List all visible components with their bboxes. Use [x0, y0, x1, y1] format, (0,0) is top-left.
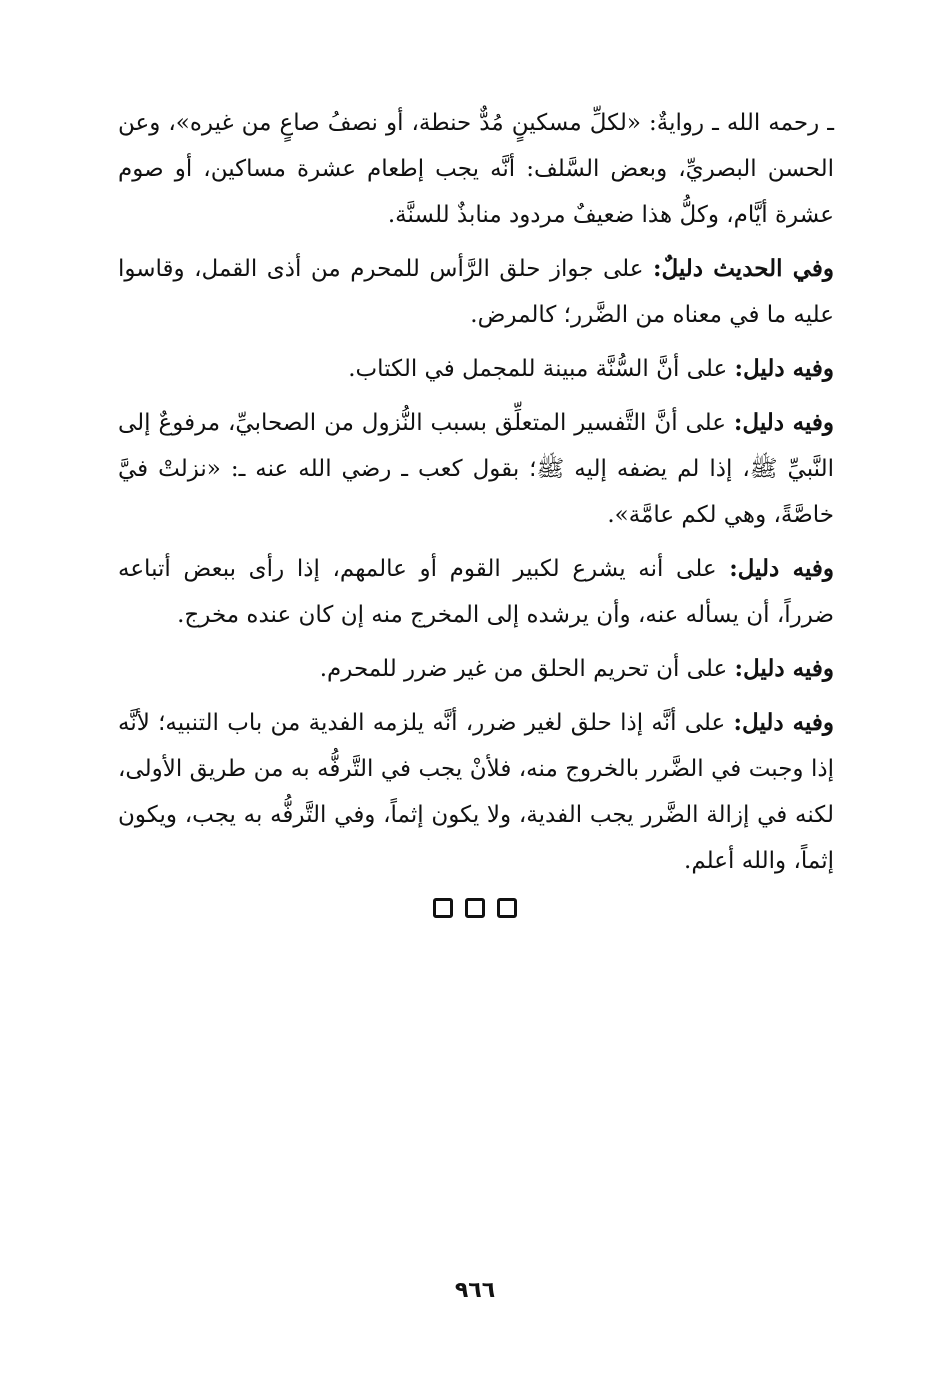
paragraph-text: على أنه يشرع لكبير القوم أو عالمهم، إذا رأى ببعض أتباعه ضرراً، أن يسأله عنه، وأن يرشده إلى المخرج منه إن كان عنده مخرج. — [118, 556, 834, 628]
paragraph-lead: وفيه دليل: — [734, 355, 834, 382]
page-number: ٩٦٦ — [454, 1278, 496, 1303]
paragraph-text: على أنَّ التَّفسير المتعلِّق بسبب النُّزول من الصحابيِّ، مرفوعٌ إلى النَّبيِّ ﷺ، إذا لم يضفه إليه ﷺ؛ بقول كعب ـ رضي الله عنه ـ: «نزلتْ فيَّ خاصَّةً، وهي لكم عامَّة». — [118, 410, 834, 528]
paragraph-3 — [118, 346, 834, 392]
paragraph-lead: وفي الحديث دليلٌ: — [652, 255, 834, 282]
square-ornament-icon — [465, 898, 485, 918]
paragraph-text: على أنَّ السُّنَّة مبينة للمجمل في الكتاب. — [348, 356, 735, 382]
paragraph-7 — [118, 700, 834, 884]
square-ornament-icon — [433, 898, 453, 918]
page-body — [118, 100, 834, 892]
paragraph-lead: وفيه دليل: — [733, 409, 834, 436]
paragraph-1 — [118, 100, 834, 238]
paragraph-2 — [118, 246, 834, 338]
paragraph-text: على أن تحريم الحلق من غير ضرر للمحرم. — [319, 656, 735, 682]
paragraph-6 — [118, 646, 834, 692]
paragraph-5 — [118, 546, 834, 638]
paragraph-lead: وفيه دليل: — [734, 655, 834, 682]
section-divider — [0, 898, 950, 918]
paragraph-4 — [118, 400, 834, 538]
paragraph-text: على جواز حلق الرَّأس للمحرم من أذى القمل، وقاسوا عليه ما في معناه من الضَّرر؛ كالمرض. — [118, 256, 834, 328]
paragraph-lead: وفيه دليل: — [729, 555, 834, 582]
paragraph-text: ـ رحمه الله ـ روايةٌ: «لكلِّ مسكينٍ مُدٌّ حنطة، أو نصفُ صاعٍ من غيره»، وعن الحسن البصريِّ، وبعض السَّلف: أنَّه يجب إطعام عشرة مساكين، أو صوم عشرة أيَّام، وكلُّ هذا ضعيفٌ مردود منابذٌ للسنَّة. — [118, 110, 834, 228]
paragraph-text: على أنَّه إذا حلق لغير ضرر، أنَّه يلزمه الفدية من باب التنبيه؛ لأنَّه إذا وجبت في الضَّرر بالخروج منه، فلأنْ يجب في التَّرفُّه به من طريق الأولى، لكنه في إزالة الضَّرر يجب الفدية، ولا يكون إثماً، وفي التَّرفُّه به يجب، ويكون إثماً، والله أعلم. — [118, 710, 834, 874]
square-ornament-icon — [497, 898, 517, 918]
paragraph-lead: وفيه دليل: — [733, 709, 834, 736]
